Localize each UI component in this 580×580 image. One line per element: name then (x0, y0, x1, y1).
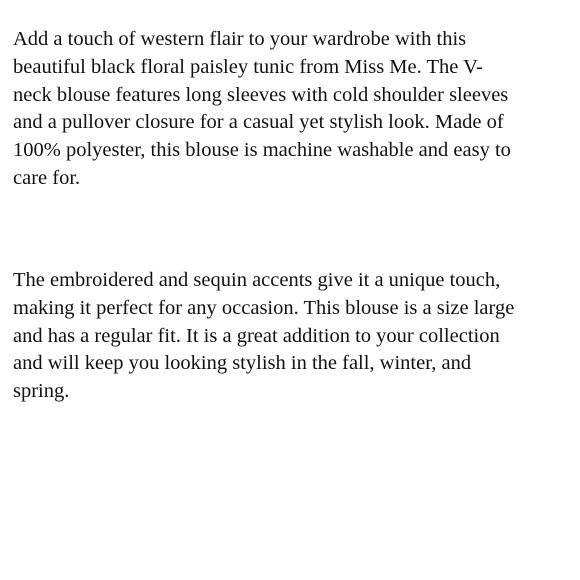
description-paragraph-2: The embroidered and sequin accents give it a unique touch, making it perfect for any occasion. This blouse is a size large and has a regular fit. It is a great addition to your collection and will keep you looking stylish in the fall, winter, and spring. (13, 269, 515, 403)
description-paragraph-1: Add a touch of western flair to your wardrobe with this beautiful black floral paisley tunic from Miss Me. The V- neck blouse features long sleeves with cold shoulder sleeves and a pullover closure for a casual yet stylish look. Made of 100% polyester, this blouse is machine washable and easy to care for. (13, 28, 511, 189)
